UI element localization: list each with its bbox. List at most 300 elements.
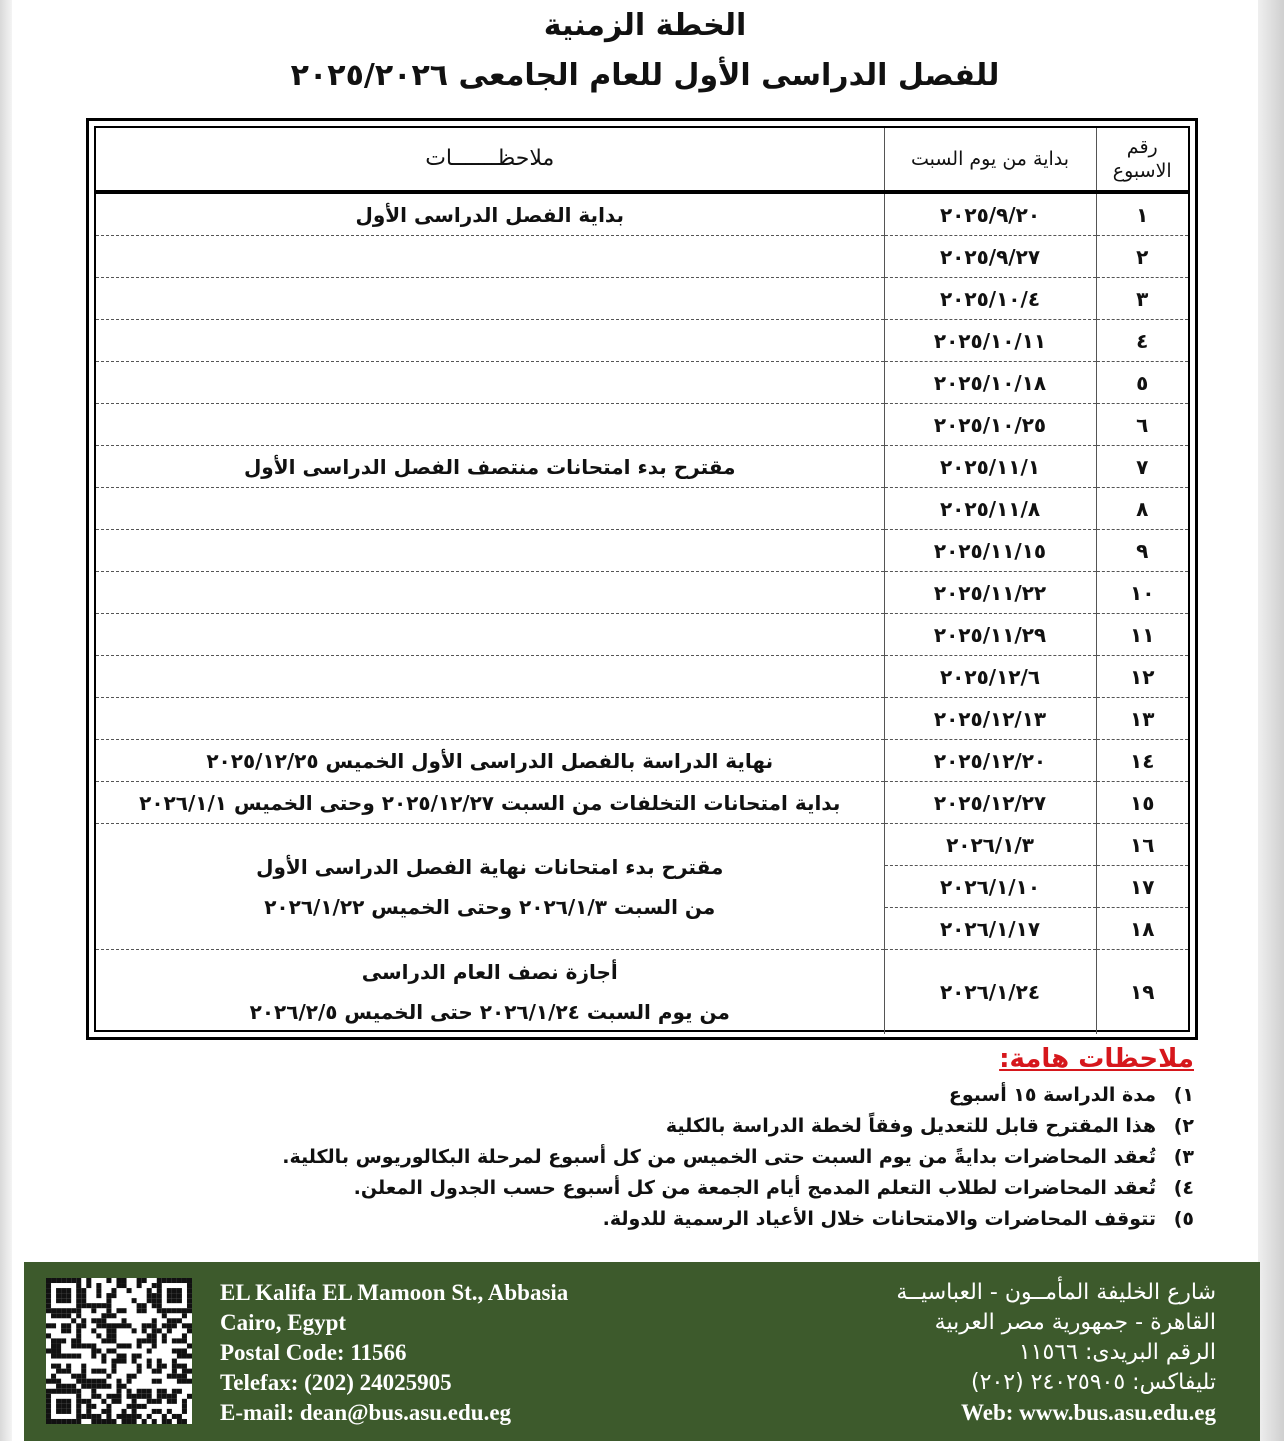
qr-module	[152, 1333, 157, 1338]
qr-module	[116, 1283, 121, 1288]
week-note	[96, 614, 884, 656]
qr-module	[81, 1318, 86, 1323]
qr-module	[152, 1303, 157, 1308]
week-note	[96, 236, 884, 278]
qr-module	[61, 1399, 66, 1404]
week-start-date: ٢٠٢٥/١١/٢٢	[884, 572, 1096, 614]
qr-module	[182, 1364, 187, 1369]
qr-module	[167, 1399, 172, 1404]
qr-module	[152, 1298, 157, 1303]
qr-module	[137, 1389, 142, 1394]
qr-module	[51, 1379, 56, 1384]
list-item	[94, 1142, 1194, 1173]
qr-module	[187, 1323, 192, 1328]
qr-code-graphic	[46, 1278, 192, 1424]
qr-module	[71, 1384, 76, 1389]
qr-module	[137, 1283, 142, 1288]
qr-module	[147, 1389, 152, 1394]
qr-module	[61, 1298, 66, 1303]
qr-module	[167, 1374, 172, 1379]
qr-module	[147, 1333, 152, 1338]
final-exams-note-line2: من السبت ٢٠٢٦/١/٣ وحتى الخميس ٢٠٢٦/١/٢٢	[264, 894, 716, 919]
qr-module	[132, 1359, 137, 1364]
qr-module	[51, 1364, 56, 1369]
qr-module	[81, 1288, 86, 1293]
qr-module	[76, 1303, 81, 1308]
qr-module	[147, 1288, 152, 1293]
qr-module	[127, 1374, 132, 1379]
qr-module	[81, 1298, 86, 1303]
qr-module	[61, 1354, 66, 1359]
week-note: بداية الفصل الدراسى الأول	[96, 192, 884, 236]
qr-module	[71, 1389, 76, 1394]
qr-module	[137, 1364, 142, 1369]
qr-module	[111, 1333, 116, 1338]
page-subtitle: للفصل الدراسى الأول للعام الجامعى ٢٠٢٥/٢٠٢٦	[290, 58, 1000, 93]
qr-module	[122, 1283, 127, 1288]
qr-code-icon[interactable]	[46, 1278, 192, 1424]
qr-module	[76, 1328, 81, 1333]
qr-module	[122, 1343, 127, 1348]
qr-module	[46, 1308, 51, 1313]
qr-module	[127, 1414, 132, 1419]
qr-module	[96, 1379, 101, 1384]
qr-module	[106, 1414, 111, 1419]
week-note	[96, 362, 884, 404]
qr-module	[177, 1414, 182, 1419]
list-item-text: تُعقد المحاضرات بدايةً من يوم السبت حتى الخميس من كل أسبوع لمرحلة البكالوريوس بالكلية.	[282, 1146, 1156, 1168]
week-number: ١٩	[1096, 950, 1188, 1034]
qr-module	[162, 1338, 167, 1343]
qr-module	[61, 1278, 66, 1283]
qr-module	[101, 1399, 106, 1404]
qr-module	[101, 1369, 106, 1374]
qr-module	[132, 1414, 137, 1419]
qr-module	[111, 1364, 116, 1369]
week-start-date: ٢٠٢٥/١٢/٢٠	[884, 740, 1096, 782]
qr-module	[122, 1323, 127, 1328]
qr-module	[86, 1399, 91, 1404]
qr-module	[172, 1359, 177, 1364]
qr-module	[86, 1278, 91, 1283]
qr-module	[66, 1323, 71, 1328]
qr-module	[106, 1308, 111, 1313]
week-note	[96, 488, 884, 530]
qr-module	[91, 1308, 96, 1313]
week-number: ٦	[1096, 404, 1188, 446]
qr-module	[187, 1288, 192, 1293]
week-start-date: ٢٠٢٥/٩/٢٠	[884, 192, 1096, 236]
qr-module	[147, 1359, 152, 1364]
qr-module	[101, 1318, 106, 1323]
table-row	[96, 404, 1188, 446]
final-exams-note	[96, 824, 884, 950]
page-edge-right	[1258, 0, 1284, 1441]
qr-module	[101, 1384, 106, 1389]
qr-module	[152, 1399, 157, 1404]
qr-module	[51, 1278, 56, 1283]
table-row	[96, 572, 1188, 614]
qr-module	[46, 1419, 51, 1424]
qr-module	[187, 1379, 192, 1384]
email-link[interactable]: E-mail: dean@bus.asu.edu.eg	[220, 1400, 512, 1425]
postal-code-en: Postal Code: 11566	[220, 1340, 407, 1365]
qr-module	[61, 1409, 66, 1414]
qr-module	[61, 1288, 66, 1293]
qr-module	[162, 1389, 167, 1394]
qr-module	[46, 1323, 51, 1328]
qr-module	[61, 1328, 66, 1333]
qr-module	[56, 1343, 61, 1348]
schedule-table	[96, 128, 1188, 1034]
qr-module	[116, 1354, 121, 1359]
week-number: ١٣	[1096, 698, 1188, 740]
qr-module	[81, 1414, 86, 1419]
qr-module	[51, 1343, 56, 1348]
qr-module	[86, 1343, 91, 1348]
website-link[interactable]: Web: www.bus.asu.edu.eg	[961, 1400, 1216, 1425]
qr-module	[56, 1399, 61, 1404]
qr-module	[137, 1394, 142, 1399]
qr-module	[157, 1288, 162, 1293]
qr-module	[71, 1338, 76, 1343]
qr-module	[61, 1323, 66, 1328]
qr-module	[132, 1394, 137, 1399]
qr-module	[106, 1293, 111, 1298]
qr-module	[177, 1364, 182, 1369]
qr-module	[177, 1288, 182, 1293]
qr-module	[61, 1419, 66, 1424]
qr-module	[162, 1414, 167, 1419]
qr-module	[111, 1399, 116, 1404]
qr-module	[147, 1293, 152, 1298]
qr-module	[111, 1328, 116, 1333]
qr-module	[157, 1379, 162, 1384]
qr-module	[76, 1404, 81, 1409]
qr-module	[96, 1333, 101, 1338]
qr-module	[81, 1369, 86, 1374]
qr-module	[142, 1419, 147, 1424]
qr-module	[61, 1389, 66, 1394]
table-row	[96, 320, 1188, 362]
qr-module	[177, 1379, 182, 1384]
qr-module	[46, 1379, 51, 1384]
qr-module	[152, 1379, 157, 1384]
qr-module	[122, 1359, 127, 1364]
qr-module	[116, 1278, 121, 1283]
week-note	[96, 278, 884, 320]
qr-module	[172, 1348, 177, 1353]
qr-module	[111, 1419, 116, 1424]
qr-module	[91, 1404, 96, 1409]
qr-module	[182, 1313, 187, 1318]
qr-module	[182, 1374, 187, 1379]
qr-module	[142, 1303, 147, 1308]
qr-module	[187, 1298, 192, 1303]
telefax-ar: تليفاكس: ٢٤٠٢٥٩٠٥ (٢٠٢)	[971, 1370, 1216, 1395]
qr-module	[101, 1313, 106, 1318]
qr-module	[147, 1323, 152, 1328]
qr-module	[81, 1293, 86, 1298]
week-number: ١٧	[1096, 866, 1188, 908]
qr-module	[81, 1323, 86, 1328]
table-row	[96, 278, 1188, 320]
qr-module	[152, 1328, 157, 1333]
qr-module	[116, 1399, 121, 1404]
week-start-date: ٢٠٢٥/١٠/٤	[884, 278, 1096, 320]
qr-module	[116, 1323, 121, 1328]
qr-module	[127, 1419, 132, 1424]
qr-module	[182, 1369, 187, 1374]
qr-module	[132, 1409, 137, 1414]
week-start-date: ٢٠٢٥/١٢/٦	[884, 656, 1096, 698]
qr-module	[51, 1374, 56, 1379]
list-item-number: ٢)	[1173, 1115, 1194, 1137]
qr-module	[116, 1379, 121, 1384]
qr-module	[157, 1328, 162, 1333]
list-item-text: مدة الدراسة ١٥ أسبوع	[948, 1084, 1156, 1106]
week-note	[96, 404, 884, 446]
table-row	[96, 192, 1188, 236]
qr-module	[51, 1389, 56, 1394]
qr-module	[137, 1414, 142, 1419]
qr-module	[167, 1293, 172, 1298]
qr-module	[172, 1288, 177, 1293]
qr-module	[81, 1399, 86, 1404]
qr-module	[56, 1278, 61, 1283]
table-row	[96, 446, 1188, 488]
qr-module	[56, 1288, 61, 1293]
qr-module	[46, 1303, 51, 1308]
qr-module	[91, 1348, 96, 1353]
address-street-ar: شارع الخليفة المأمــون - العباسيــة	[896, 1280, 1216, 1305]
qr-module	[172, 1399, 177, 1404]
qr-module	[66, 1278, 71, 1283]
qr-module	[96, 1288, 101, 1293]
qr-module	[127, 1343, 132, 1348]
qr-module	[162, 1419, 167, 1424]
qr-module	[76, 1414, 81, 1419]
qr-module	[152, 1283, 157, 1288]
qr-module	[122, 1308, 127, 1313]
list-item	[94, 1080, 1194, 1111]
qr-module	[76, 1409, 81, 1414]
week-start-date: ٢٠٢٥/١٠/٢٥	[884, 404, 1096, 446]
qr-module	[66, 1419, 71, 1424]
qr-module	[86, 1384, 91, 1389]
qr-module	[96, 1348, 101, 1353]
qr-module	[147, 1348, 152, 1353]
schedule-table-frame	[86, 118, 1198, 1040]
list-item-text: تتوقف المحاضرات والامتحانات خلال الأعياد الرسمية للدولة.	[602, 1208, 1156, 1230]
qr-module	[157, 1409, 162, 1414]
qr-module	[167, 1298, 172, 1303]
qr-module	[76, 1419, 81, 1424]
qr-module	[157, 1369, 162, 1374]
qr-module	[116, 1384, 121, 1389]
qr-module	[122, 1354, 127, 1359]
qr-module	[122, 1409, 127, 1414]
table-row	[96, 824, 1188, 866]
qr-module	[46, 1414, 51, 1419]
qr-module	[76, 1313, 81, 1318]
qr-module	[177, 1308, 182, 1313]
qr-module	[111, 1323, 116, 1328]
qr-module	[101, 1303, 106, 1308]
qr-module	[142, 1338, 147, 1343]
qr-module	[172, 1308, 177, 1313]
week-note	[96, 530, 884, 572]
qr-module	[46, 1298, 51, 1303]
qr-module	[116, 1308, 121, 1313]
qr-module	[81, 1303, 86, 1308]
table-row	[96, 488, 1188, 530]
qr-module	[96, 1318, 101, 1323]
qr-module	[61, 1313, 66, 1318]
week-start-date: ٢٠٢٥/١٢/١٣	[884, 698, 1096, 740]
qr-module	[56, 1369, 61, 1374]
qr-module	[101, 1359, 106, 1364]
qr-module	[71, 1374, 76, 1379]
week-note	[96, 656, 884, 698]
qr-module	[71, 1278, 76, 1283]
qr-module	[182, 1379, 187, 1384]
qr-module	[122, 1414, 127, 1419]
qr-module	[76, 1379, 81, 1384]
qr-module	[111, 1359, 116, 1364]
qr-module	[106, 1333, 111, 1338]
qr-module	[46, 1278, 51, 1283]
qr-module	[182, 1348, 187, 1353]
qr-module	[51, 1308, 56, 1313]
final-exams-note-line1: مقترح بدء امتحانات نهاية الفصل الدراسى الأول	[256, 854, 724, 879]
qr-module	[167, 1328, 172, 1333]
qr-module	[61, 1293, 66, 1298]
qr-module	[142, 1278, 147, 1283]
qr-module	[46, 1288, 51, 1293]
qr-module	[157, 1394, 162, 1399]
qr-module	[167, 1419, 172, 1424]
table-row	[96, 782, 1188, 824]
qr-module	[132, 1298, 137, 1303]
week-start-date: ٢٠٢٥/١٠/١٨	[884, 362, 1096, 404]
qr-module	[122, 1278, 127, 1283]
qr-module	[142, 1389, 147, 1394]
qr-module	[51, 1313, 56, 1318]
week-note: بداية امتحانات التخلفات من السبت ٢٠٢٥/١٢/٢٧ وحتى الخميس ٢٠٢٦/١/١	[96, 782, 884, 824]
qr-module	[152, 1369, 157, 1374]
qr-module	[81, 1384, 86, 1389]
week-start-date: ٢٠٢٥/١١/١	[884, 446, 1096, 488]
qr-module	[106, 1394, 111, 1399]
qr-module	[127, 1323, 132, 1328]
qr-module	[167, 1409, 172, 1414]
qr-module	[137, 1308, 142, 1313]
qr-module	[91, 1343, 96, 1348]
qr-module	[182, 1399, 187, 1404]
qr-module	[187, 1369, 192, 1374]
qr-module	[142, 1323, 147, 1328]
week-number: ٢	[1096, 236, 1188, 278]
qr-module	[71, 1308, 76, 1313]
qr-module	[182, 1354, 187, 1359]
qr-module	[86, 1303, 91, 1308]
qr-module	[172, 1389, 177, 1394]
qr-module	[81, 1364, 86, 1369]
qr-module	[147, 1414, 152, 1419]
qr-module	[66, 1389, 71, 1394]
week-start-date: ٢٠٢٥/١٢/٢٧	[884, 782, 1096, 824]
qr-module	[76, 1288, 81, 1293]
qr-module	[46, 1333, 51, 1338]
week-number: ١١	[1096, 614, 1188, 656]
qr-module	[56, 1379, 61, 1384]
qr-module	[137, 1343, 142, 1348]
list-item	[94, 1173, 1194, 1204]
qr-module	[76, 1394, 81, 1399]
qr-module	[106, 1278, 111, 1283]
list-item-number: ٤)	[1173, 1177, 1194, 1199]
qr-module	[157, 1278, 162, 1283]
table-header-row	[96, 128, 1188, 192]
week-number: ٤	[1096, 320, 1188, 362]
qr-module	[66, 1409, 71, 1414]
qr-module	[46, 1293, 51, 1298]
qr-module	[157, 1308, 162, 1313]
qr-module	[187, 1354, 192, 1359]
list-item-number: ١)	[1173, 1084, 1194, 1106]
address-english	[220, 1278, 568, 1428]
qr-module	[106, 1374, 111, 1379]
list-item	[94, 1111, 1194, 1142]
qr-module	[101, 1409, 106, 1414]
qr-module	[177, 1389, 182, 1394]
telefax-en: Telefax: (202) 24025905	[220, 1370, 452, 1395]
qr-module	[56, 1384, 61, 1389]
qr-module	[177, 1298, 182, 1303]
qr-module	[172, 1394, 177, 1399]
week-number: ١	[1096, 192, 1188, 236]
qr-module	[157, 1359, 162, 1364]
qr-module	[116, 1343, 121, 1348]
qr-module	[61, 1384, 66, 1389]
qr-module	[177, 1293, 182, 1298]
table-row	[96, 614, 1188, 656]
midyear-break-note-line2: من يوم السبت ٢٠٢٦/١/٢٤ حتى الخميس ٢٠٢٦/٢/٥	[249, 999, 730, 1024]
qr-module	[157, 1298, 162, 1303]
qr-module	[61, 1369, 66, 1374]
qr-module	[187, 1394, 192, 1399]
qr-module	[56, 1389, 61, 1394]
qr-module	[167, 1308, 172, 1313]
qr-module	[86, 1283, 91, 1288]
qr-module	[76, 1389, 81, 1394]
qr-module	[96, 1293, 101, 1298]
qr-module	[157, 1283, 162, 1288]
qr-module	[91, 1303, 96, 1308]
qr-module	[111, 1369, 116, 1374]
qr-module	[147, 1338, 152, 1343]
qr-module	[162, 1333, 167, 1338]
week-number: ٨	[1096, 488, 1188, 530]
qr-module	[132, 1419, 137, 1424]
qr-module	[86, 1414, 91, 1419]
qr-module	[177, 1348, 182, 1353]
qr-module	[152, 1318, 157, 1323]
qr-module	[101, 1338, 106, 1343]
qr-module	[56, 1409, 61, 1414]
qr-module	[182, 1338, 187, 1343]
